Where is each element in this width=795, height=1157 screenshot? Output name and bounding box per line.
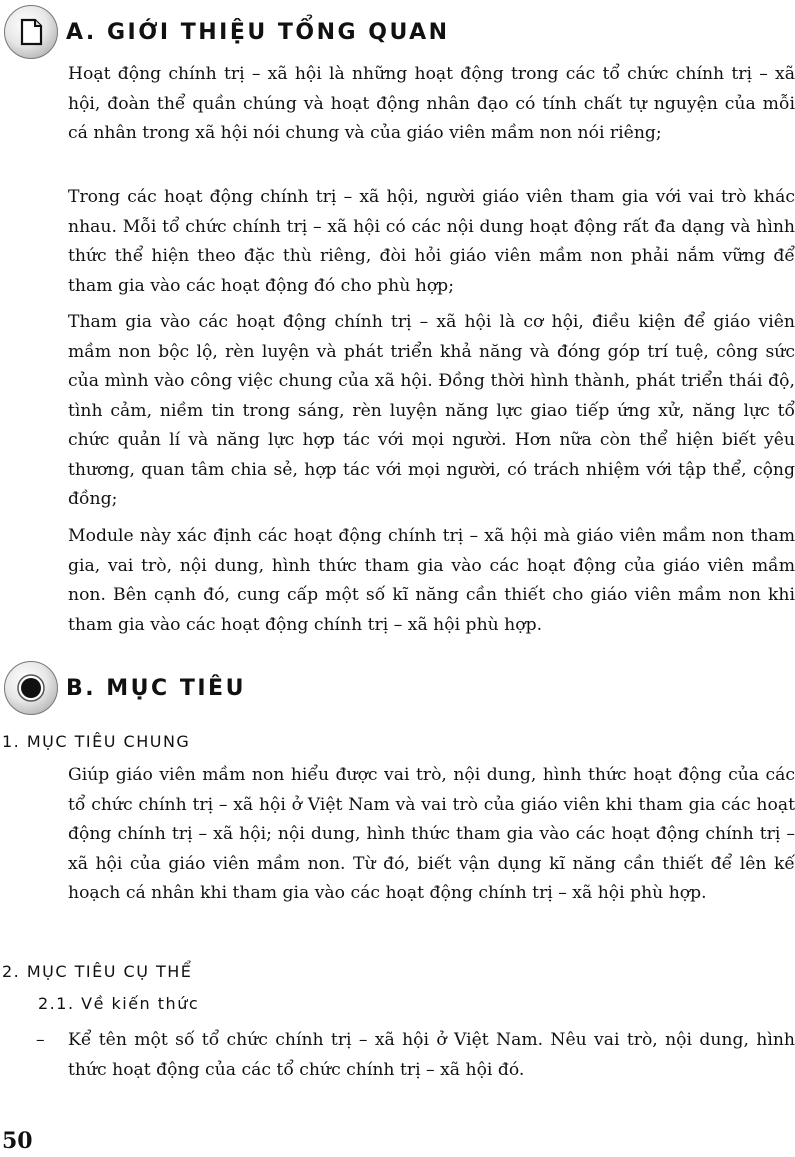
section-a-header (4, 4, 450, 60)
intro-paragraph-2: Trong các hoạt động chính trị – xã hội, người giáo viên tham gia với vai trò khác nhau. Mỗi tổ chức chính trị – xã hội có các nội dung hoạt động rất đa dạng và hình thức thể hiện theo đặc thù riêng, đòi hỏi giáo viên mầm non phải nắm vững để tham gia vào các hoạt động đó cho phù hợp; (68, 187, 795, 296)
intro-paragraph-4: Module này xác định các hoạt động chính trị – xã hội mà giáo viên mầm non tham gia, vai trò, nội dung, hình thức tham gia vào các hoạt động của giáo viên mầm non. Bên cạnh đó, cung cấp một số kĩ năng cần thiết cho giáo viên mầm non khi tham gia vào các hoạt động chính trị – xã hội phù hợp. (68, 526, 795, 635)
specific-objective-heading: 2. MỤC TIÊU CỤ THỂ (2, 962, 193, 981)
intro-paragraph-1: Hoạt động chính trị – xã hội là những hoạt động trong các tổ chức chính trị – xã hội, đoàn thể quần chúng và hoạt động nhân đạo có tính chất tự nguyện của mỗi cá nhân trong xã hội nói chung và của giáo viên mầm non nói riêng; (68, 64, 795, 143)
knowledge-subheading: 2.1. Về kiến thức (38, 994, 200, 1013)
section-a-title: A. GIỚI THIỆU TỔNG QUAN (66, 19, 450, 45)
document-icon (4, 5, 58, 59)
bullet-dash: – (36, 1030, 45, 1050)
page-number: 50 (2, 1128, 33, 1154)
target-icon (4, 661, 58, 715)
intro-paragraph-3: Tham gia vào các hoạt động chính trị – xã hội là cơ hội, điều kiện để giáo viên mầm non bộc lộ, rèn luyện và phát triển khả năng và đóng góp trí tuệ, công sức của mình vào công việc chung của xã hội. Đồng thời hình thành, phát triển thái độ, tình cảm, niềm tin trong sáng, rèn luyện năng lực giao tiếp ứng xử, năng lực tổ chức quản lí và năng lực hợp tác với mọi người. Hơn nữa còn thể hiện biết yêu thương, quan tâm chia sẻ, hợp tác với mọi người, có trách nhiệm với tập thể, cộng đồng; (68, 312, 795, 509)
section-b-header (4, 660, 246, 716)
general-objective-text: Giúp giáo viên mầm non hiểu được vai trò, nội dung, hình thức hoạt động của các tổ chức chính trị – xã hội ở Việt Nam và vai trò của giáo viên khi tham gia các hoạt động chính trị – xã hội; nội dung, hình thức tham gia vào các hoạt động chính trị – xã hội của giáo viên mầm non. Từ đó, biết vận dụng kĩ năng cần thiết để lên kế hoạch cá nhân khi tham gia vào các hoạt động chính trị – xã hội phù hợp. (68, 765, 795, 903)
section-b-title: B. MỤC TIÊU (66, 675, 246, 701)
general-objective-heading: 1. MỤC TIÊU CHUNG (2, 732, 191, 751)
knowledge-bullet-text: Kể tên một số tổ chức chính trị – xã hội ở Việt Nam. Nêu vai trò, nội dung, hình thức hoạt động của các tổ chức chính trị – xã hội đó. (68, 1030, 795, 1080)
